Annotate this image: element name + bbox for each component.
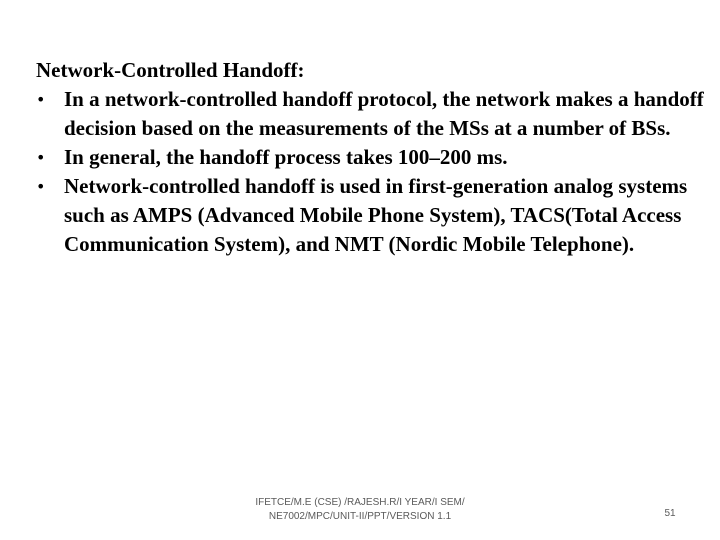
slide-heading: Network-Controlled Handoff: [36,58,305,82]
bullet-item [36,172,704,259]
footer-line-1: IFETCE/M.E (CSE) /RAJESH.R/I YEAR/I SEM/ [255,497,465,508]
bullet-icon: • [36,148,46,167]
bullet-text: In general, the handoff process takes 100–200 ms. [64,145,508,169]
bullet-text: Network-controlled handoff is used in first-generation analog systems such as AMPS (Advanced Mobile Phone System), TACS(Total Access Communication System), and NMT (Nordic Mobile Telephone). [64,174,688,256]
bullet-icon: • [36,90,46,109]
slide-content [36,56,704,259]
bullet-text: In a network-controlled handoff protocol, the network makes a handoff decision based on the measurements of the MSs at a number of BSs. [64,87,704,140]
page-number: 51 [664,508,676,519]
footer-text [230,496,490,524]
footer-line-2: NE7002/MPC/UNIT-II/PPT/VERSION 1.1 [268,511,452,522]
bullet-list [36,85,704,259]
bullet-icon: • [36,177,46,196]
bullet-item [36,85,704,143]
bullet-item [36,143,704,172]
